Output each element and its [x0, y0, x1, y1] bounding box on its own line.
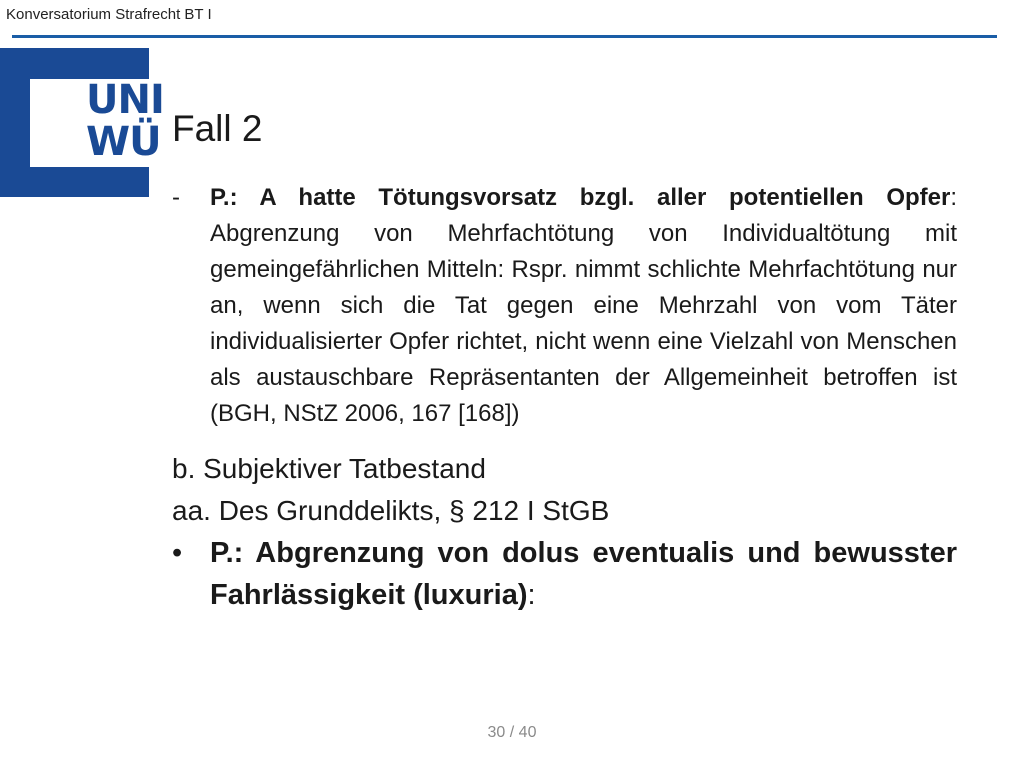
page-number: 30 / 40 — [487, 724, 537, 741]
slide-title: Fall 2 — [172, 108, 263, 149]
logo-line-2: WÜ — [86, 119, 161, 165]
bullet-item-rest: : — [527, 579, 536, 611]
slide-content — [172, 180, 957, 616]
university-logo — [0, 48, 164, 197]
heading-subjektiver-tatbestand: b. Subjektiver Tatbestand — [172, 453, 486, 484]
logo-text — [86, 79, 164, 163]
dash-marker: - — [172, 184, 180, 211]
dash-list-item — [172, 180, 957, 432]
logo-line-1: UNI — [86, 77, 164, 123]
presentation-title: Konversatorium Strafrecht BT I — [6, 6, 212, 23]
bullet-item-text — [210, 537, 957, 611]
dash-item-bold-lead: P.: A hatte Tötungsvorsatz bzgl. aller potentiellen Opfer — [210, 184, 951, 211]
header-divider — [12, 35, 997, 38]
dash-item-rest: : Abgrenzung von Mehrfachtötung von Individualtötung mit gemeingefährlichen Mitteln: Rspr. nimmt schlichte Mehrfachtötung nur an, wenn sich die Tat gegen eine Mehrzahl von vom Täter individualisierter Opfer richtet, nicht wenn eine Vielzahl von Menschen als austauschbare Repräsentanten der Allgemeinheit betroffen ist (BGH, NStZ 2006, 167 [168]) — [210, 184, 957, 427]
bullet-marker: • — [172, 537, 183, 569]
bullet-item-bold-lead: P.: Abgrenzung von dolus eventualis und bewusster Fahrlässigkeit (luxuria) — [210, 537, 957, 611]
dash-item-text — [210, 184, 957, 427]
bullet-list-item — [172, 532, 957, 616]
heading-grunddelikt: aa. Des Grunddelikts, § 212 I StGB — [172, 495, 610, 526]
